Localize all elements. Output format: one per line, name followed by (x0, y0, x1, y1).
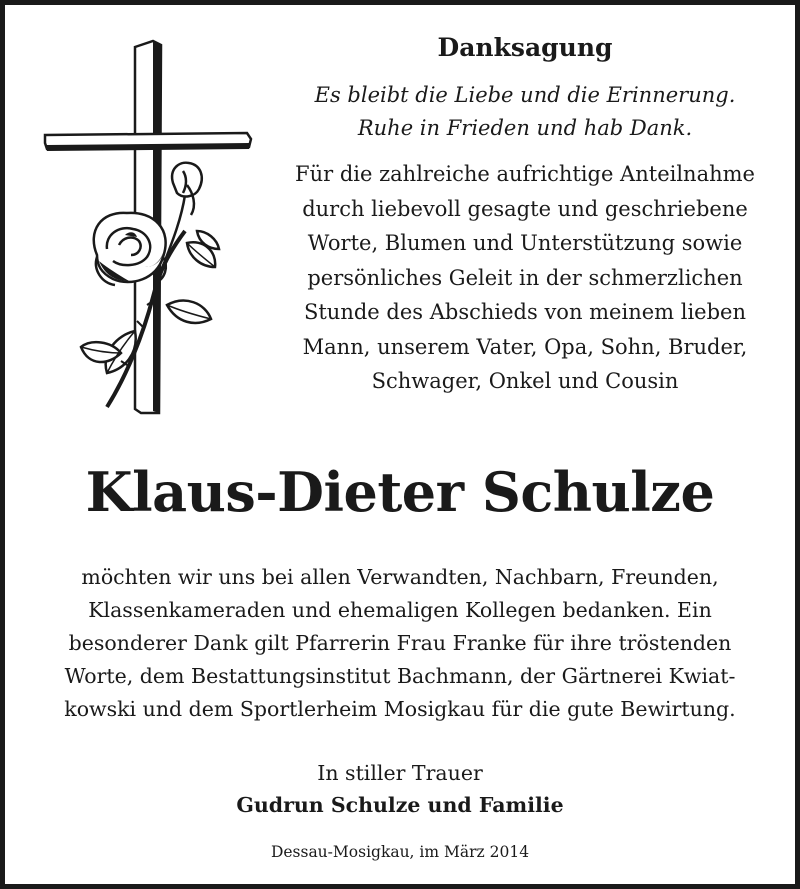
deceased-name: Klaus-Dieter Schulze (85, 460, 715, 524)
body-line: Worte, dem Bestattungsinstitut Bachmann, der Gärtnerei Kwiat- (64, 664, 736, 688)
body-line: Klassenkameraden und ehemaligen Kollegen bedanken. Ein (88, 598, 712, 622)
heading: Danksagung (437, 33, 613, 62)
body-line: besonderer Dank gilt Pfarrerin Frau Franke für ihre tröstenden (68, 631, 732, 655)
intro-line: durch liebevoll gesagte und geschriebene (302, 196, 748, 221)
intro-line: Mann, unserem Vater, Opa, Sohn, Bruder, (302, 334, 748, 359)
top-text-block (275, 31, 775, 399)
motto (275, 79, 775, 145)
intro-line: persönliches Geleit in der schmerzlichen (307, 265, 743, 290)
body-line: kowski und dem Sportlerheim Mosigkau für die gute Bewirtung. (64, 697, 736, 721)
place-date: Dessau-Mosigkau, im März 2014 (270, 843, 530, 861)
intro-line: Schwager, Onkel und Cousin (371, 369, 679, 393)
intro-line: Stunde des Abschieds von meinem lieben (303, 300, 746, 324)
intro-line: Worte, Blumen und Unterstützung sowie (307, 231, 743, 255)
motto-line: Ruhe in Frieden und hab Dank. (357, 116, 693, 140)
mourning-phrase: In stiller Trauer (317, 761, 483, 785)
intro-text (275, 157, 775, 399)
signature-block (5, 757, 795, 821)
intro-line: Für die zahlreiche aufrichtige Anteilnahme (295, 162, 755, 186)
motto-line: Es bleibt die Liebe und die Erinnerung. (314, 83, 736, 107)
signers: Gudrun Schulze und Familie (236, 793, 564, 817)
body-line: möchten wir uns bei allen Verwandten, Nachbarn, Freunden, (81, 565, 719, 589)
cross-with-rose-icon (35, 35, 265, 420)
body-text (5, 561, 795, 726)
